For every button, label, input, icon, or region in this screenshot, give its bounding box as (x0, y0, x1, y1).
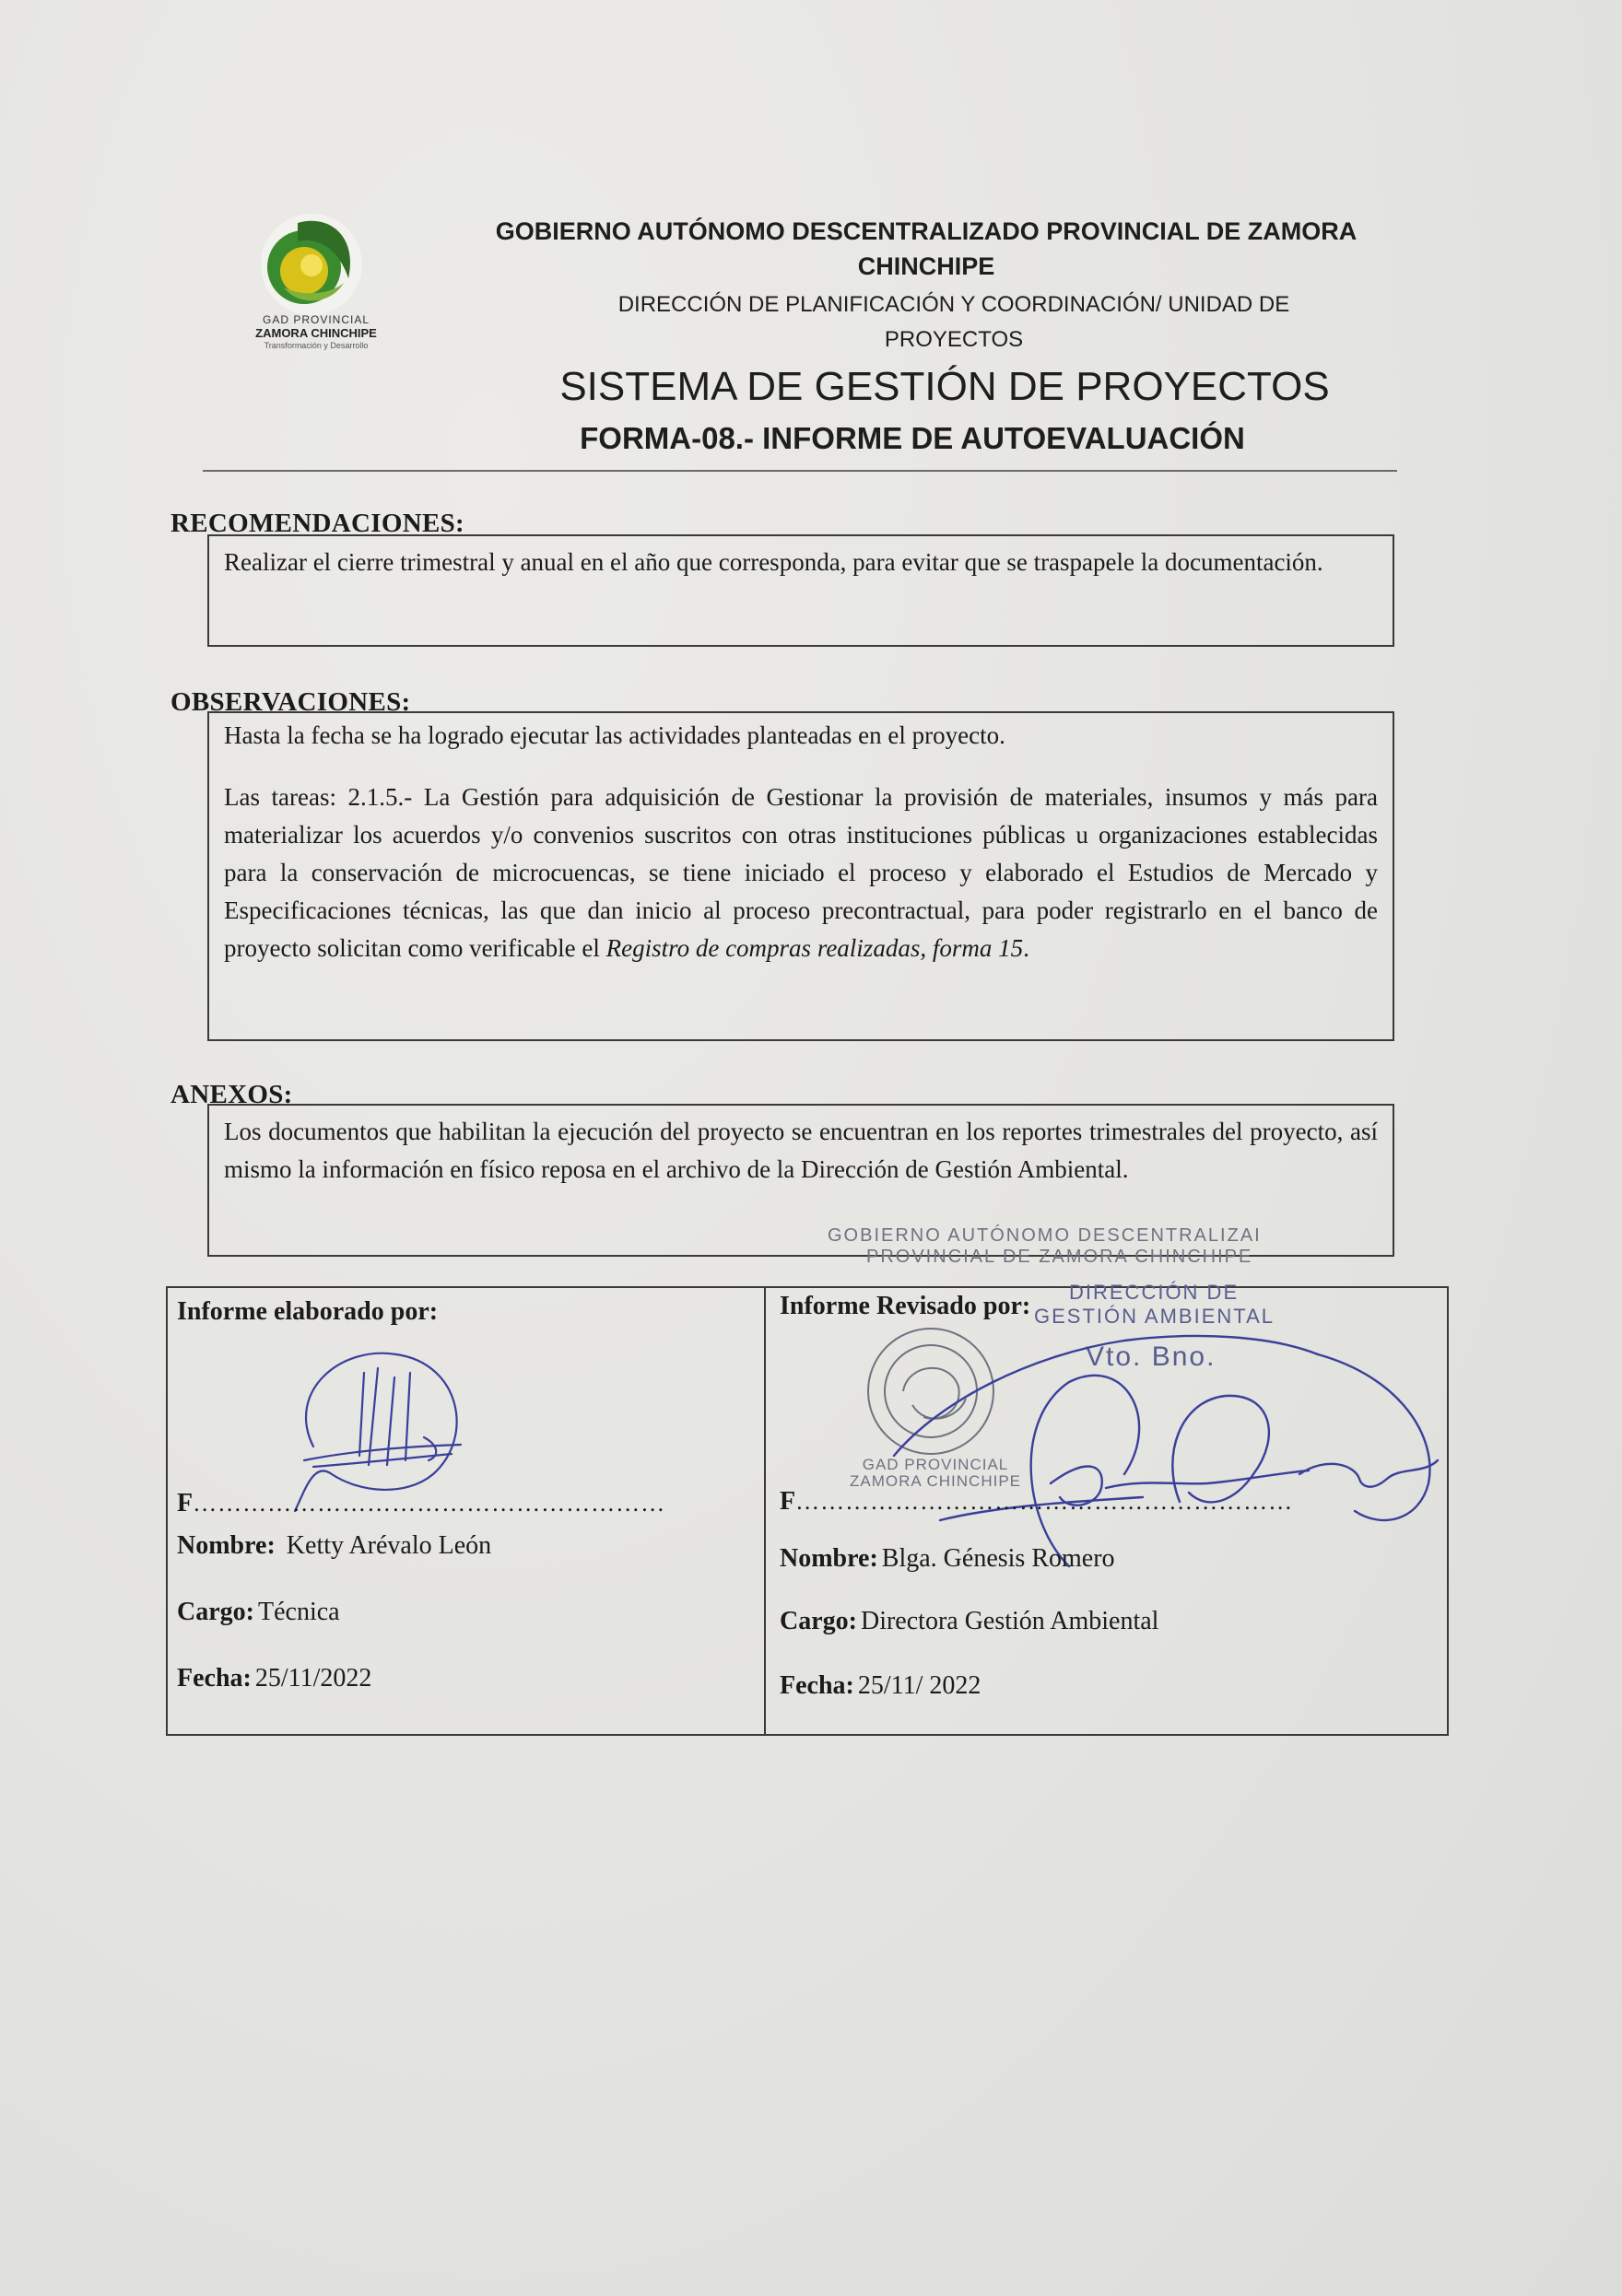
logo (238, 205, 394, 361)
seal-line2: ZAMORA CHINCHIPE (849, 1472, 1022, 1490)
stamp-institution-line1: GOBIERNO AUTÓNOMO DESCENTRALIZAI (828, 1225, 1262, 1246)
observaciones-heading: OBSERVACIONES: (170, 687, 411, 717)
revisado-heading: Informe Revisado por: (780, 1292, 1031, 1320)
revisado-f-dots: …………………………………………………… (795, 1488, 1294, 1515)
department-subtitle (553, 287, 1355, 357)
gad-logo-icon (247, 205, 385, 324)
revisado-signature (885, 1290, 1456, 1585)
elaborado-fecha-value: 25/11/2022 (254, 1664, 372, 1693)
elaborado-fecha (177, 1664, 371, 1693)
elaborado-signature-line (177, 1489, 665, 1518)
elaborado-cargo-label: Cargo: (177, 1598, 254, 1626)
anexos-text: Los documentos que habilitan la ejecución del proyecto se encuentran en los reportes trimestrales del proyecto, así mismo la información en físico reposa en el archivo de la Dirección de Gestión Ambiental. (224, 1118, 1378, 1183)
revisado-signature-line (780, 1487, 1293, 1517)
elaborado-cargo (177, 1598, 340, 1627)
observaciones-paragraph-2-italic: Registro de compras realizadas, forma 15 (605, 934, 1024, 962)
recomendaciones-heading: RECOMENDACIONES: (170, 509, 464, 538)
revisado-nombre-value: Blga. Génesis Romero (881, 1544, 1115, 1573)
logo-line1: GAD PROVINCIAL (262, 313, 370, 326)
department-subtitle-line1: DIRECCIÓN DE PLANIFICACIÓN Y COORDINACIÓN/ UNIDAD DE (617, 292, 1290, 317)
revisado-cargo-value: Directora Gestión Ambiental (860, 1607, 1159, 1635)
elaborado-heading: Informe elaborado por: (177, 1297, 439, 1326)
observaciones-paragraph-2-end: . (1023, 934, 1029, 962)
elaborado-cargo-value: Técnica (257, 1598, 340, 1626)
elaborado-f-label: F (177, 1489, 194, 1517)
observaciones-paragraph-2 (224, 779, 1378, 967)
form-title: FORMA-08.- INFORME DE AUTOEVALUACIÓN (580, 421, 1245, 455)
stamp-vto-bno: Vto. Bno. (1086, 1341, 1216, 1372)
signature-table-divider (764, 1286, 766, 1736)
anexos-heading: ANEXOS: (170, 1080, 293, 1109)
revisado-cargo (780, 1607, 1158, 1636)
elaborado-nombre-value: Ketty Arévalo León (286, 1531, 492, 1560)
institution-title-line2: CHINCHIPE (857, 252, 995, 280)
stamp-gestion-ambiental: GESTIÓN AMBIENTAL (1034, 1305, 1275, 1328)
revisado-fecha-label: Fecha: (780, 1671, 854, 1700)
institution-title-line1: GOBIERNO AUTÓNOMO DESCENTRALIZADO PROVINCIAL DE ZAMORA (495, 217, 1358, 245)
revisado-nombre (780, 1544, 1115, 1574)
observaciones-box (207, 711, 1394, 1041)
revisado-fecha (780, 1671, 981, 1701)
elaborado-f-dots: ………………………………………………… (193, 1490, 666, 1517)
stamp-direccion: DIRECCIÓN DE (1069, 1281, 1240, 1304)
stamp-institution-line2: PROVINCIAL DE ZAMORA CHINCHIPE (866, 1247, 1253, 1267)
logo-line2: ZAMORA CHINCHIPE (255, 326, 377, 340)
header-divider (203, 470, 1397, 472)
observaciones-paragraph-2-main: Las tareas: 2.1.5.- La Gestión para adquisición de Gestionar la provisión de materiales, insumos y más para materializar los acuerdos y/o convenios suscritos con otras instituciones públicas u organizaciones establecidas para la conservación de microcuencas, se tiene iniciado el proceso y elaborado el Estudios de Mercado y Especificaciones técnicas, las que dan inicio al proceso precontractual, para poder registrarlo en el banco de proyecto solicitan como verificable el (224, 783, 1378, 962)
institution-title (479, 214, 1373, 284)
seal-line1: GAD PROVINCIAL (862, 1456, 1009, 1473)
revisado-cargo-label: Cargo: (780, 1607, 857, 1635)
department-subtitle-line2: PROYECTOS (884, 327, 1024, 352)
elaborado-nombre-label: Nombre: (177, 1531, 276, 1560)
system-title: SISTEMA DE GESTIÓN DE PROYECTOS (559, 364, 1330, 409)
revisado-f-label: F (780, 1487, 796, 1516)
logo-line3: Transformación y Desarrollo (264, 341, 369, 350)
recomendaciones-text: Realizar el cierre trimestral y anual en el año que corresponda, para evitar que se traspapele la documentación. (224, 548, 1323, 576)
revisado-fecha-value: 25/11/ 2022 (857, 1671, 981, 1700)
elaborado-nombre (177, 1531, 491, 1561)
elaborado-fecha-label: Fecha: (177, 1664, 252, 1693)
recomendaciones-box (207, 534, 1394, 647)
observaciones-paragraph-1: Hasta la fecha se ha logrado ejecutar las actividades planteadas en el proyecto. (224, 721, 1005, 749)
revisado-nombre-label: Nombre: (780, 1544, 878, 1573)
